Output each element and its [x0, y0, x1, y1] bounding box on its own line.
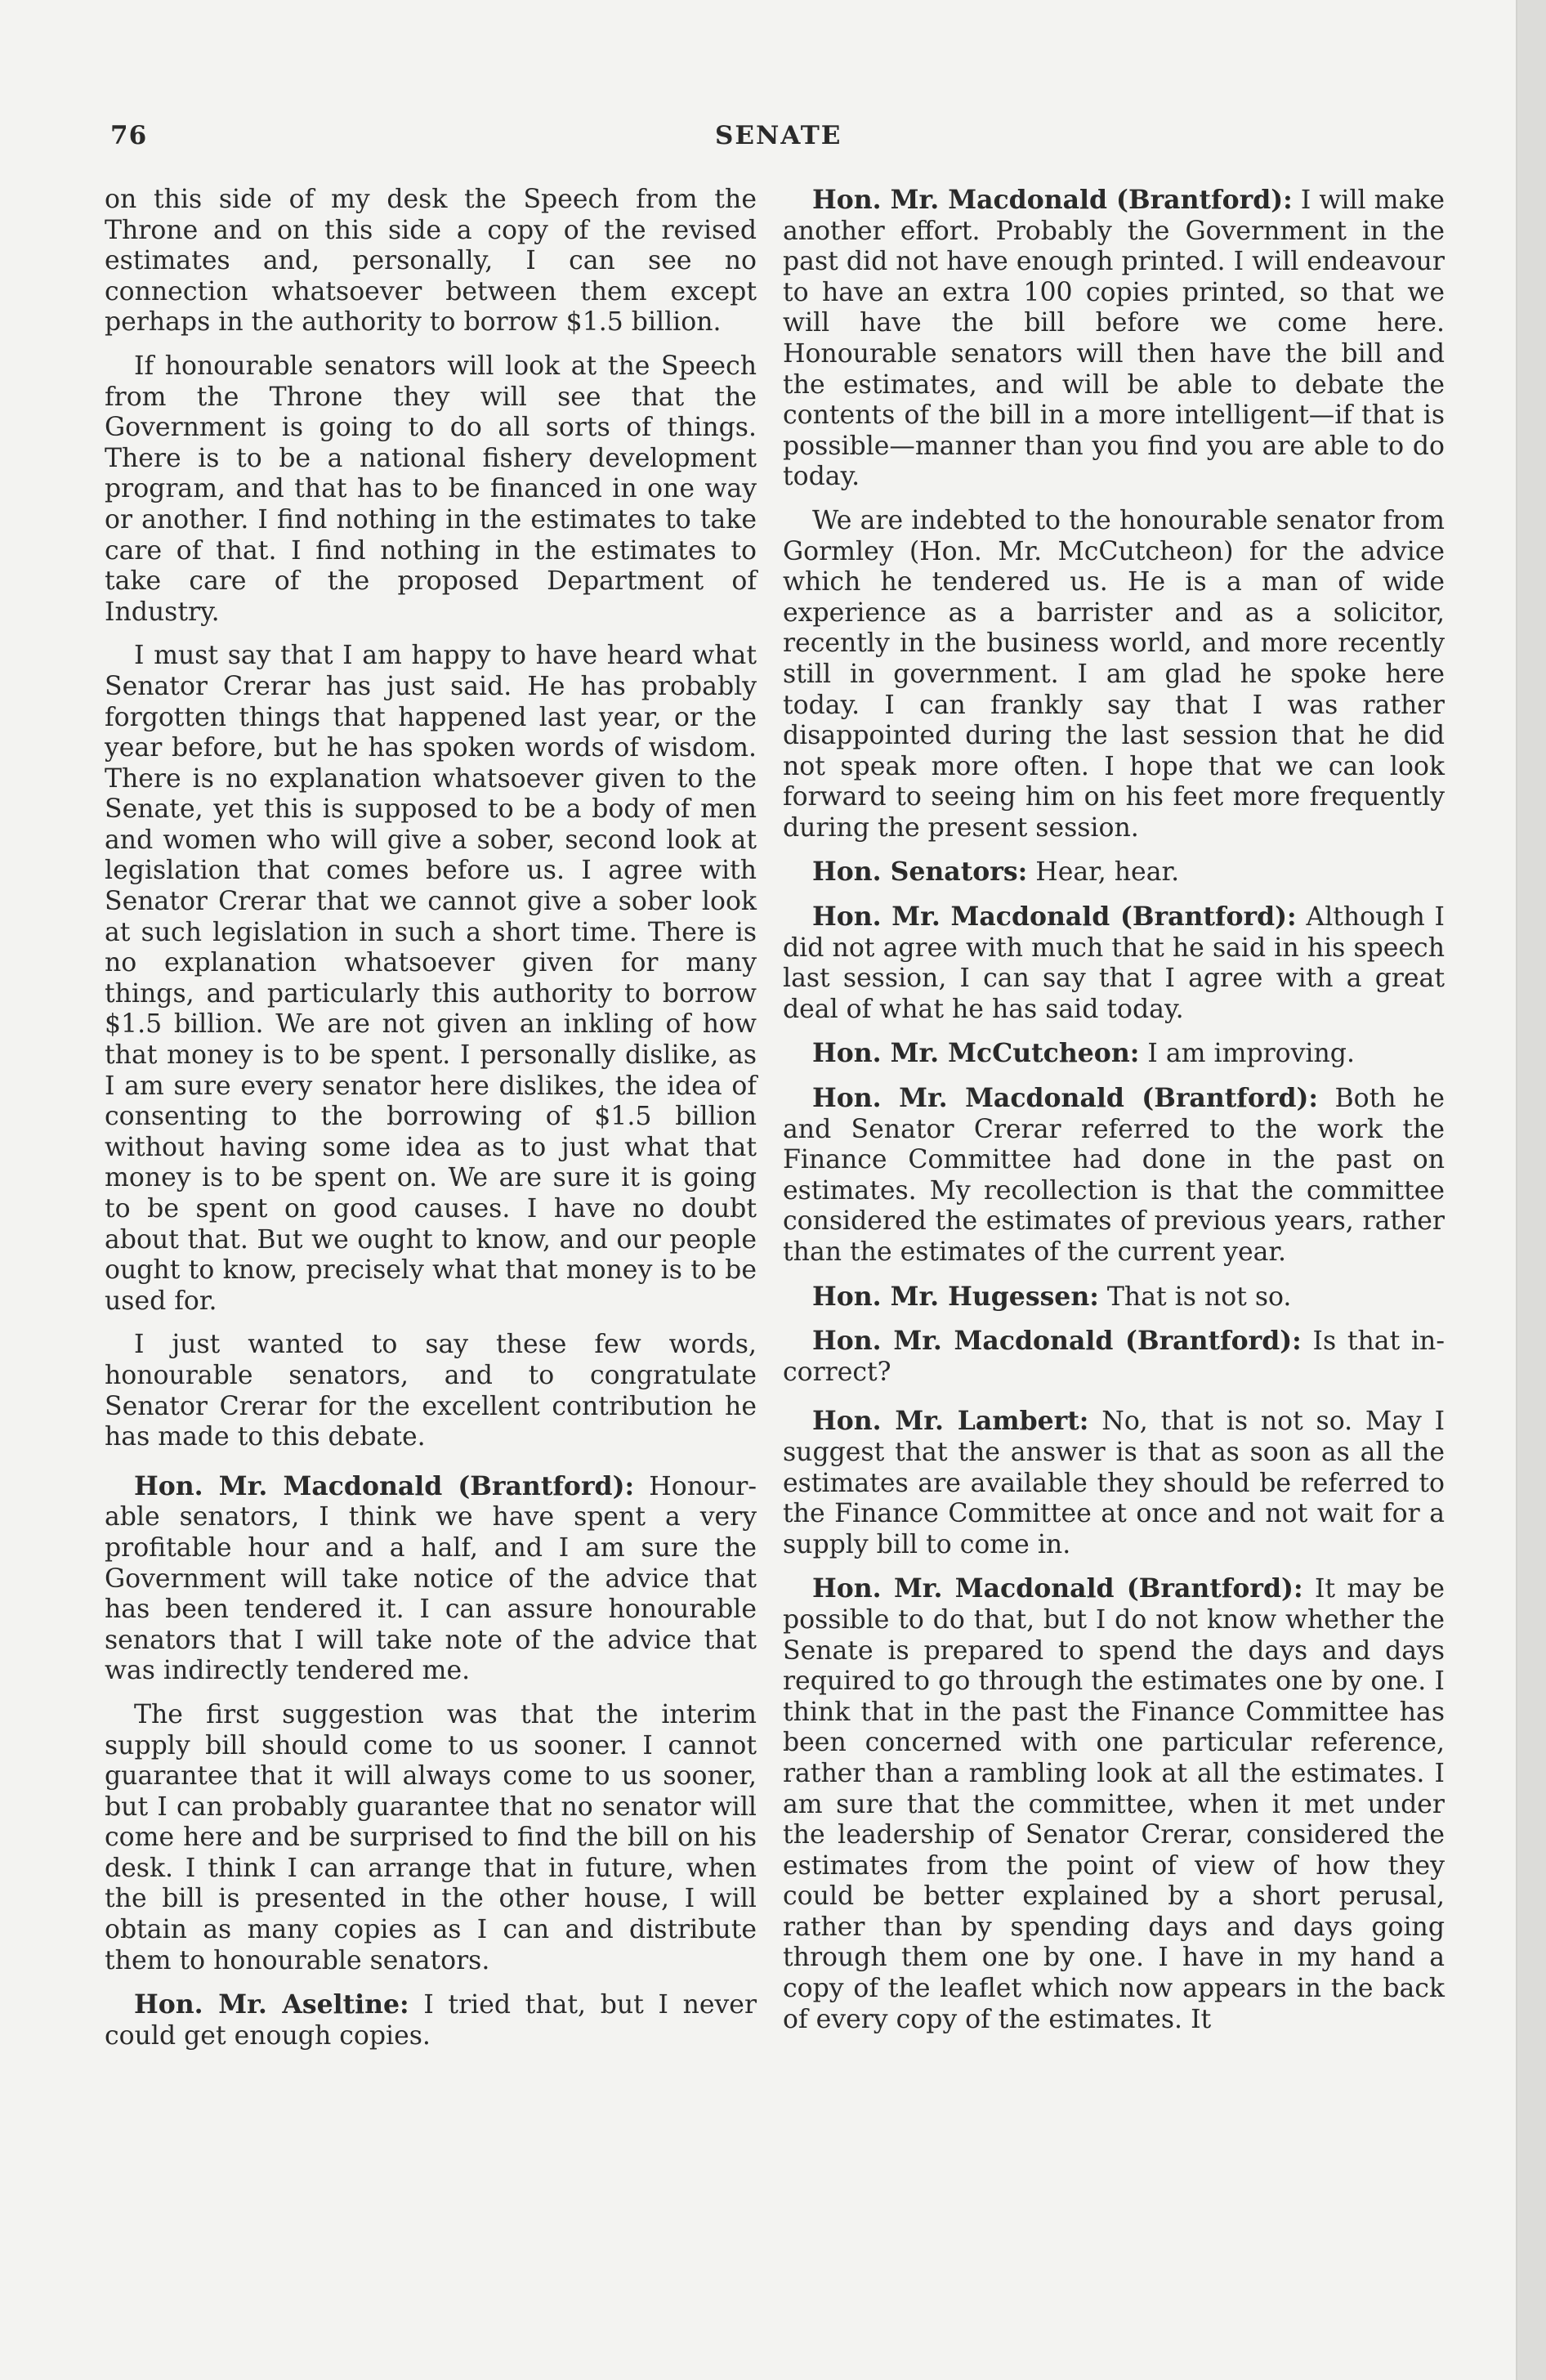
speech-paragraph	[783, 1326, 1445, 1388]
paragraph-text: The first suggestion was that the interim supply bill should come to us sooner. I cannot guarantee that it will always come to us sooner, but I can probably guarantee that no senator will come here and be surprised to find the bill on his desk. I think I can arrange that in future, when the bill is presented in the other house, I will obtain as many copies as I can and distribute them to honourable senators.	[105, 1699, 757, 1975]
paragraph-text: on this side of my desk the Speech from the Throne and on this side a copy of the revised estimates and, personally, I can see no connection whatsoever between them except perhaps in the authority to borrow $1.5 billion.	[105, 185, 757, 338]
speech-text: I am improving.	[1147, 1039, 1355, 1069]
page-number: 76	[110, 121, 148, 150]
speaker-name: Hon. Mr. Macdonald (Brantford):	[134, 1470, 635, 1501]
speech-paragraph	[105, 1989, 757, 2051]
paragraph	[105, 1700, 757, 1976]
paragraph	[105, 641, 757, 1317]
paragraph-text: I must say that I am happy to have heard what Senator Crerar has just said. He has probably forgotten things that happened last year, or the year before, but he has spoken words of wisdom. There is no explanation whatsoever given to the Senate, yet this is supposed to be a body of men and women who will give a sober, second look at legislation that comes before us. I agree with Senator Crerar that we cannot give a sober look at such legislation in such a short time. There is no explanation whatsoever given for many things, and particularly this authority to borrow $1.5 billion. We are not given an inkling of how that money is to be spent. I personally dislike, as I am sure every senator here dislikes, the idea of consenting to the borrowing of $1.5 billion without having some idea as to just what that money is to be spent on. We are sure it is going to be spent on good causes. I have no doubt about that. But we ought to know, and our people ought to know, precisely what that money is to be used for.	[105, 641, 757, 1316]
speech-text: I will make another effort. Probably the Government in the past did not have enough printed. I will endeavour to have an extra 100 copies printed, so that we will have the bill before we come here. Honourable senators will then have the bill and the estimates, and will be able to debate the contents of the bill in a more intelligent—if that is possible—manner than you find you are able to do today.	[783, 186, 1445, 492]
left-column	[105, 185, 757, 2065]
speech-text: Both he and Senator Crerar referred to the work the Finance Committee had done in the past on estimates. My recollection is that the committee considered the estimates of previous years, rather than the estimates of the current year.	[783, 1084, 1445, 1267]
speaker-name: Hon. Mr. Macdonald (Brantford):	[812, 185, 1293, 215]
speaker-name: Hon. Mr. Macdonald (Brantford):	[812, 1083, 1319, 1114]
speaker-name: Hon. Mr. Hugessen:	[812, 1281, 1099, 1312]
right-column	[783, 185, 1445, 2048]
speech-paragraph	[783, 857, 1445, 888]
paragraph-text: If honourable senators will look at the Speech from the Throne they will see that the Government is going to do all sorts of things. There is to be a national fishery development program, and that has to be financed in one way or another. I find nothing in the estimates to take care of that. I find nothing in the estimates to take care of the proposed Department of Industry.	[105, 351, 757, 627]
speaker-name: Hon. Mr. Aseltine:	[134, 1989, 409, 2020]
speaker-name: Hon. Mr. McCutcheon:	[812, 1038, 1140, 1069]
paragraph	[783, 506, 1445, 844]
speech-text: That is not so.	[1106, 1282, 1292, 1312]
speech-paragraph	[783, 1406, 1445, 1560]
speaker-name: Hon. Mr. Lambert:	[812, 1406, 1089, 1437]
running-head: SENATE	[715, 121, 842, 150]
speech-paragraph	[783, 1282, 1445, 1313]
speaker-name: Hon. Mr. Macdonald (Brantford):	[812, 1573, 1303, 1604]
speech-paragraph	[783, 1038, 1445, 1070]
paragraph-text: I just wanted to say these few words, honourable senators, and to congratulate Senator Crerar for the excellent contribution he has made to this debate.	[105, 1330, 757, 1452]
speech-paragraph	[783, 1083, 1445, 1268]
paragraph	[105, 185, 757, 338]
speech-text: It may be possible to do that, but I do not know whether the Senate is prepared to spend the days and days required to go through the estimates one by one. I think that in the past the Finance Committee has been concerned with one particular reference, rather than a rambling look at all the estimates. I am sure that the committee, when it met under the leadership of Senator Crerar, considered the estimates from the point of view of how they could be better explained by a short perusal, rather than by spending days and days going through them one by one. I have in my hand a copy of the leaflet which now appears in the back of every copy of the estimates. It	[783, 1574, 1445, 2034]
speech-text: No, that is not so. May I suggest that the answer is that as soon as all the estimates are available they should be referred to the Finance Committee at once and not wait for a supply bill to come in.	[783, 1407, 1445, 1559]
speaker-name: Hon. Mr. Macdonald (Brantford):	[812, 901, 1297, 933]
speech-paragraph	[105, 1471, 757, 1687]
paragraph	[105, 351, 757, 628]
speech-text: Is that incorrect?	[783, 1326, 1445, 1387]
paragraph-text: We are indebted to the honourable senator from Gormley (Hon. Mr. McCutcheon) for the advice which he tendered us. He is a man of wide experience as a barrister and as a solicitor, recently in the business world, and more recently still in government. I am glad he spoke here today. I can frankly say that I was rather disappointed during the last session that he did not speak more often. I hope that we can look forward to seeing him on his feet more frequently during the present session.	[783, 505, 1445, 843]
speech-text: Although I did not agree with much that he said in his speech last session, I can say that I agree with a great deal of what he has said today.	[783, 902, 1445, 1024]
page-header	[110, 121, 1499, 157]
speech-text: Hear, hear.	[1035, 857, 1180, 888]
speaker-name: Hon. Mr. Macdonald (Brantford):	[812, 1326, 1302, 1357]
speech-text: I tried that, but I never could get enough copies.	[105, 1990, 757, 2051]
paragraph	[105, 1330, 757, 1452]
speech-paragraph	[783, 901, 1445, 1025]
speech-paragraph	[783, 185, 1445, 493]
speech-paragraph	[783, 1573, 1445, 2035]
speech-text: Honourable senators, I think we have spent a very profitable hour and a half, and I am sure the Government will take notice of the advice that has been tendered it. I can assure honourable senators that I will take note of the advice that was indirectly tendered me.	[105, 1471, 757, 1686]
speaker-name: Hon. Senators:	[812, 857, 1028, 888]
page-edge	[1517, 0, 1546, 2380]
